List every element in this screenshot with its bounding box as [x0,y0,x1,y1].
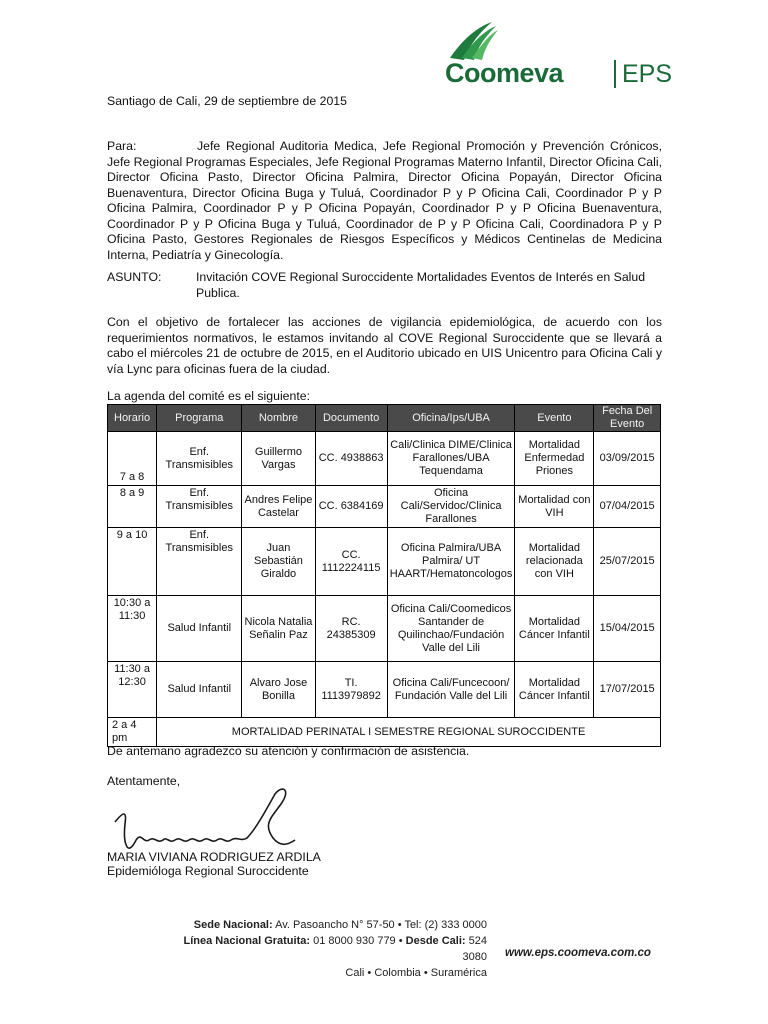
table-cell: Mortalidad Enfermedad Priones [515,432,594,486]
footer-label: Desde Cali: [405,935,466,947]
para-label: Para: [107,139,137,153]
table-cell: 25/07/2015 [594,528,661,596]
table-cell: 2 a 4 pm [108,718,157,747]
footer-value: 01 8000 930 779 • [313,935,403,947]
signer-role: Epidemióloga Regional Suroccidente [107,864,309,878]
para-recipients: Jefe Regional Auditoria Medica, Jefe Regional Promoción y Prevención Crónicos, Jefe Regional Programas Especiales, Jefe Regional Programas Materno Infantil, Director Oficina Cali, Director Oficina Pasto, Director Oficina Palmira, Director Oficina Popayán, Director Oficina Buenaventura, Director Oficina Buga y Tuluá, Coordinador P y P Oficina Cali, Coordinador P y P Oficina Palmira, Coordinador P y P Oficina Popayán, Coordinador P y P Oficina Buenaventura, Coordinador P y P Oficina Buga y Tuluá, Coordinador de P y P Oficina Cali, Coordinadora P y P Oficina Pasto, Gestores Regionales de Riesgos Específicos y Médicos Centinelas de Medicina Interna, Pediatría y Ginecología. [107,139,662,262]
table-cell: Andres Felipe Castelar [242,486,315,528]
table-cell: Enf. Transmisibles [157,528,242,596]
website-link[interactable]: www.eps.coomeva.com.co [505,947,651,959]
table-cell: RC. 24385309 [315,596,387,662]
intro-paragraph: Con el objetivo de fortalecer las acciones de vigilancia epidemiológica, de acuerdo con los requerimientos normativos, le estamos invitando al COVE Regional Suroccidente que se llevará a cabo el miércoles 21 de octubre de 2015, en el Auditorio ubicado en UIS Unicentro para Oficina Cali y vía Lync para oficinas fuera de la ciudad. [107,315,662,376]
asunto-text: Invitación COVE Regional Suroccidente Mortalidades Eventos de Interés en Salud Publica. [196,270,646,300]
letter-date: Santiago de Cali, 29 de septiembre de 2015 [107,94,347,108]
table-cell: CC. 1112224115 [315,528,387,596]
table-row [108,432,661,486]
table-cell: 17/07/2015 [594,662,661,718]
asunto-label: ASUNTO: [107,270,162,284]
table-row [108,528,661,596]
table-cell: Alvaro Jose Bonilla [242,662,315,718]
table-cell: 11:30 a 12:30 [108,662,157,718]
footer-contact [183,917,487,981]
header-cell: Documento [315,405,387,432]
table-cell: Mortalidad relacionada con VIH [515,528,594,596]
table-row [108,718,661,747]
table-cell: Cali/Clinica DIME/Clinica Farallones/UBA Tequendama [387,432,515,486]
footer-value: 524 3080 [462,935,487,963]
header-cell: Horario [108,405,157,432]
agenda-intro: La agenda del comité es el siguiente: [107,389,311,403]
table-cell: Enf. Transmisibles [157,486,242,528]
table-cell: 7 a 8 [108,432,157,486]
table-header-row [108,405,661,432]
table-row [108,662,661,718]
agenda-table [107,404,661,747]
table-cell: MORTALIDAD PERINATAL I SEMESTRE REGIONAL SUROCCIDENTE [157,718,661,747]
table-cell: 07/04/2015 [594,486,661,528]
footer-label: Línea Nacional Gratuita: [183,935,311,947]
footer-value: Av. Pasoancho N° 57-50 • Tel: (2) 333 0000 [275,919,487,931]
table-row [108,596,661,662]
thanks-line: De antemano agradezco su atención y confirmación de asistencia. [107,744,470,758]
table-row [108,486,661,528]
table-cell: Mortalidad Cáncer Infantil [515,662,594,718]
table-cell: Mortalidad con VIH [515,486,594,528]
logo-divider [614,60,616,88]
footer-line-3: Cali • Colombia • Suramérica [345,967,487,979]
table-cell: TI. 1113979892 [315,662,387,718]
table-cell: Juan Sebastián Giraldo [242,528,315,596]
header-cell: Programa [157,405,242,432]
header-cell: Oficina/Ips/UBA [387,405,515,432]
table-cell: Oficina Cali/Coomedicos Santander de Quilinchao/Fundación Valle del Lili [387,596,515,662]
signer-name: MARIA VIVIANA RODRIGUEZ ARDILA [107,850,321,864]
footer-line-2 [183,933,487,965]
table-cell: CC. 4938863 [315,432,387,486]
table-cell: Oficina Cali/Servidoc/Clinica Farallones [387,486,515,528]
logo-suffix: EPS [622,60,673,88]
footer-line-1 [183,917,487,933]
table-cell: Guillermo Vargas [242,432,315,486]
table-cell: Nicola Natalia Señalin Paz [242,596,315,662]
header-cell: Fecha Del Evento [594,405,661,432]
closing: Atentamente, [107,774,181,788]
header-cell: Evento [515,405,594,432]
logo-name: Coomeva [445,58,564,88]
footer-label: Sede Nacional: [193,919,273,931]
header-cell: Nombre [242,405,315,432]
table-cell: Salud Infantil [157,662,242,718]
table-cell: Enf. Transmisibles [157,432,242,486]
table-cell: 9 a 10 [108,528,157,596]
table-cell: 10:30 a 11:30 [108,596,157,662]
table-cell: 8 a 9 [108,486,157,528]
table-cell: Oficina Palmira/UBA Palmira/ UT HAART/Hematoncologos [387,528,515,596]
table-cell: Mortalidad Cáncer Infantil [515,596,594,662]
table-cell: 15/04/2015 [594,596,661,662]
table-cell: CC. 6384169 [315,486,387,528]
table-cell: 03/09/2015 [594,432,661,486]
table-cell: Salud Infantil [157,596,242,662]
table-cell: Oficina Cali/Funcecoon/ Fundación Valle del Lili [387,662,515,718]
